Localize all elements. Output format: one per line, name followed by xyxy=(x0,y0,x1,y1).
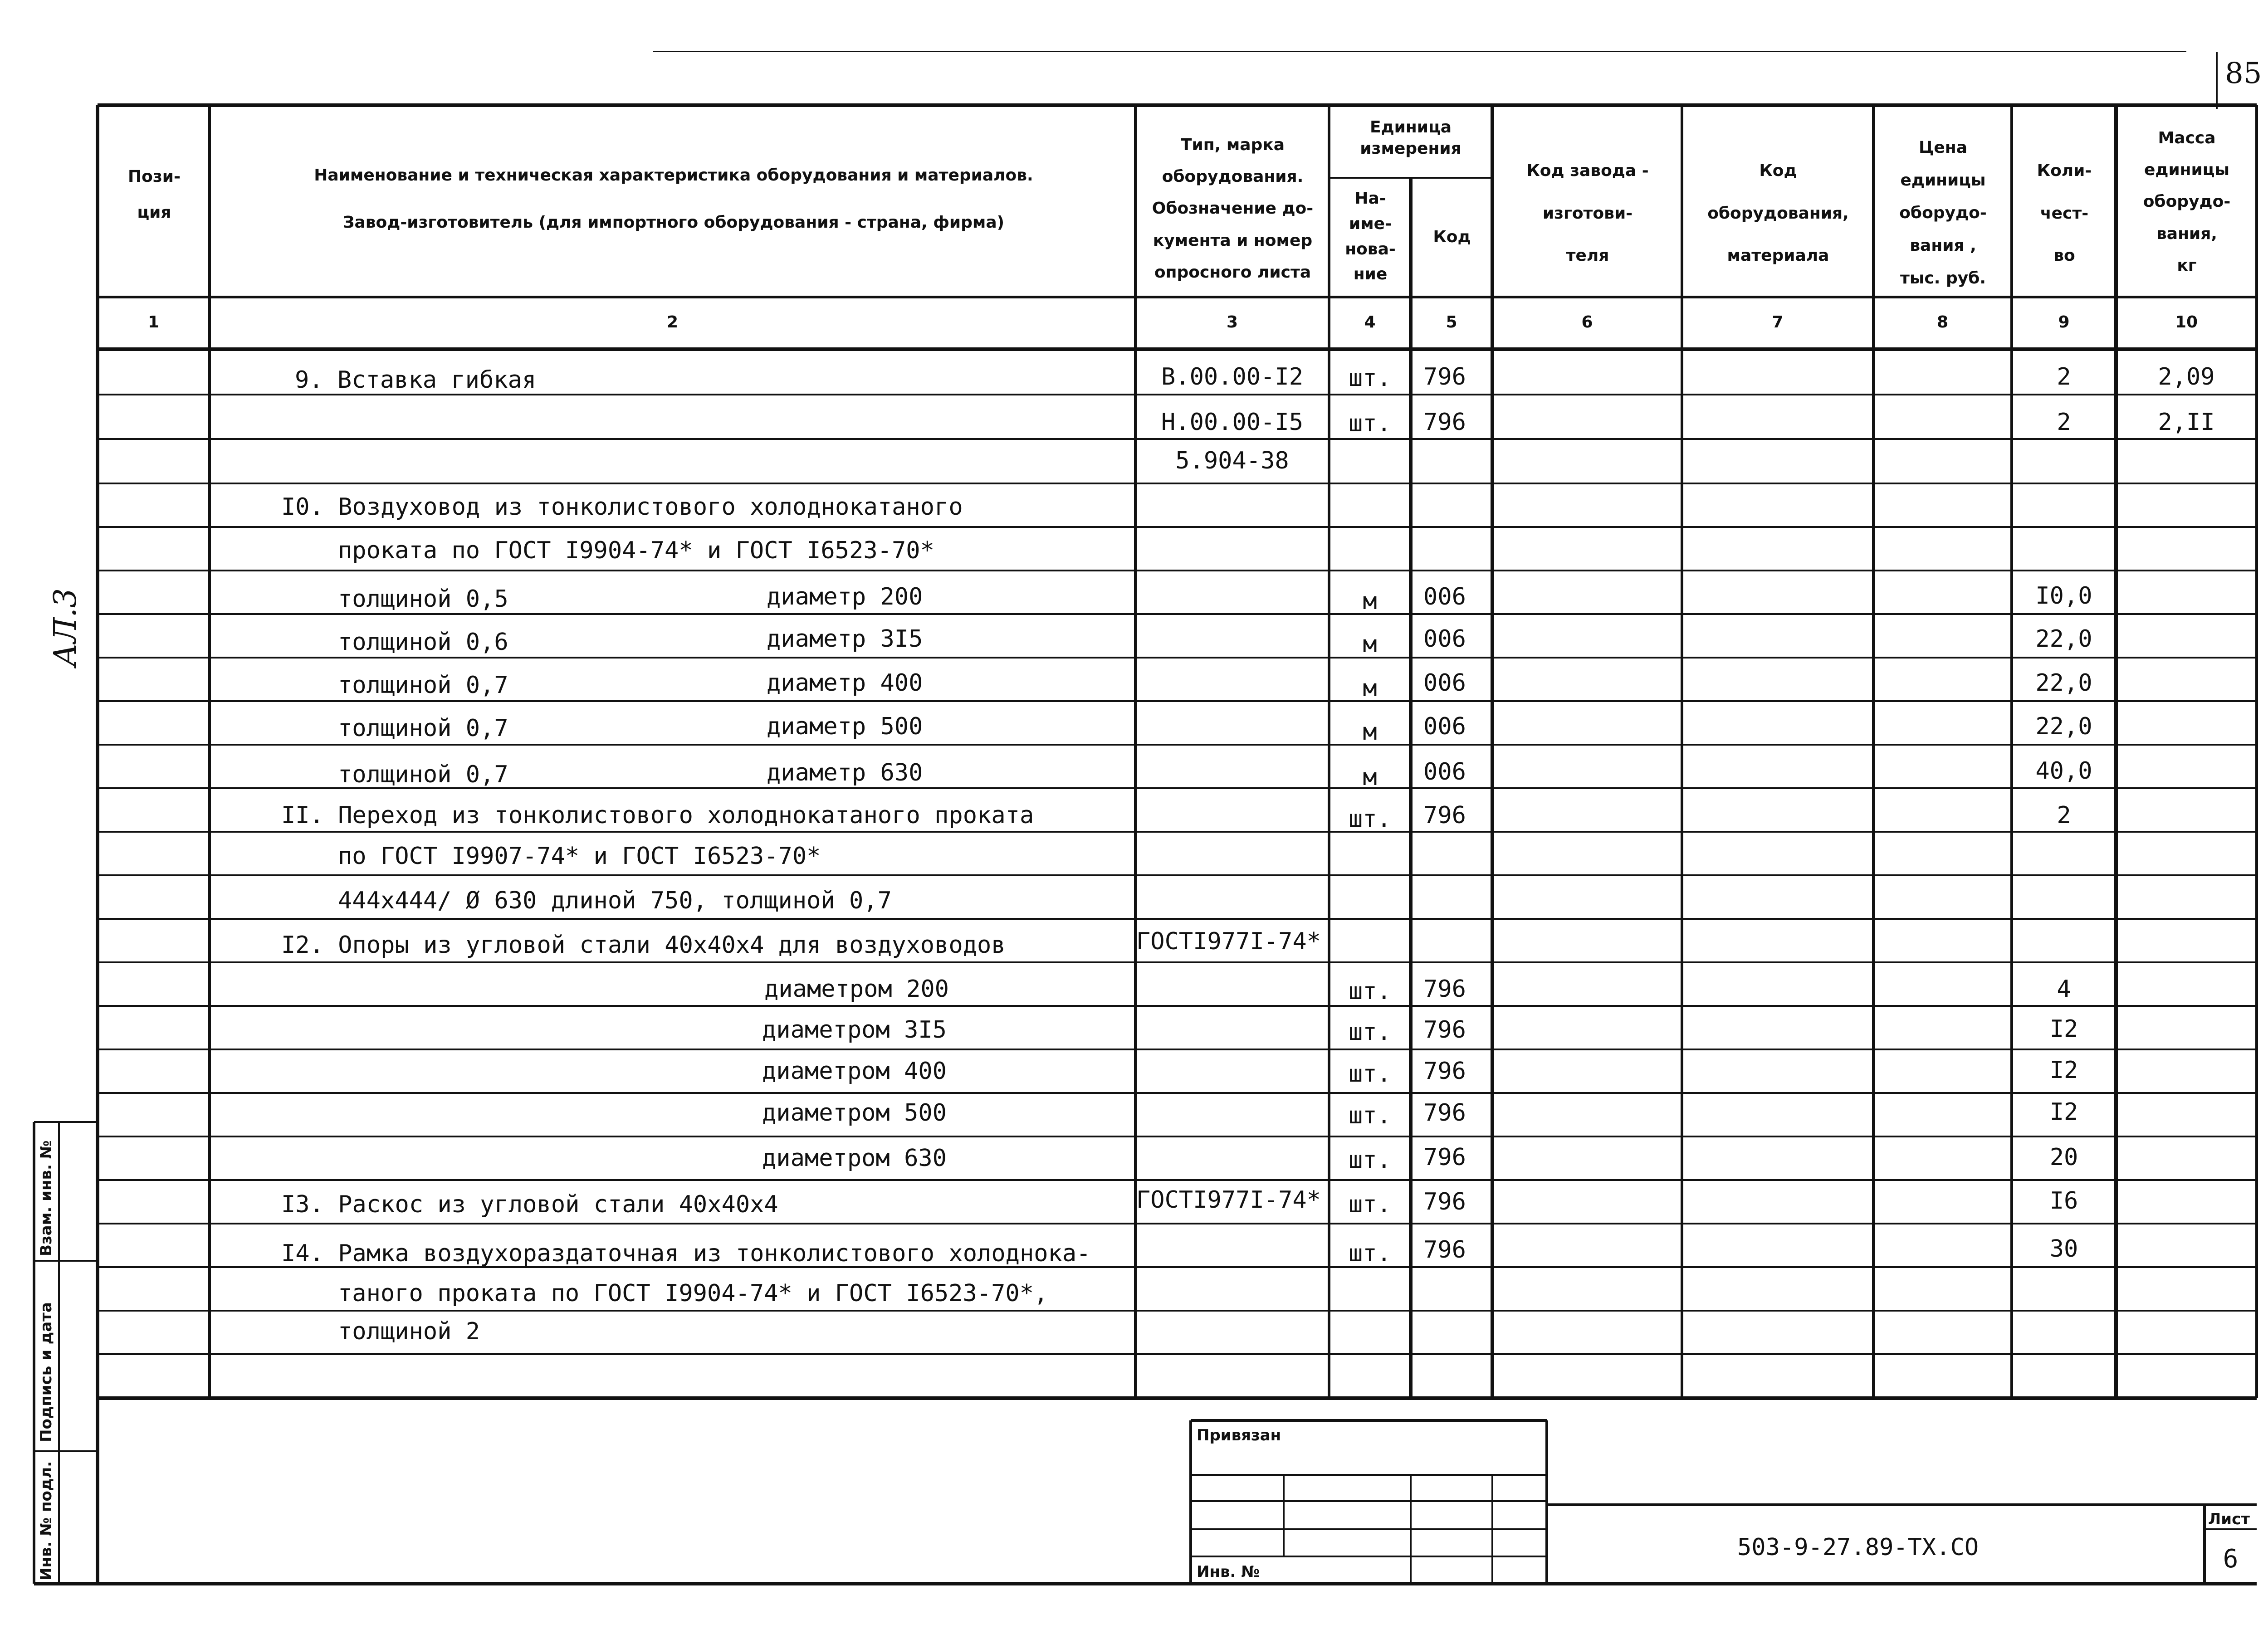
row-unit: м xyxy=(1363,588,1377,615)
row-unit: шт. xyxy=(1349,410,1391,437)
row-unit: м xyxy=(1363,631,1377,658)
row-type: Н.00.00-I5 xyxy=(1161,409,1304,436)
row-name: I3. Раскос из угловой стали 40x40x4 xyxy=(281,1191,778,1218)
row-name: 444x444/ Ø 630 длиной 750, толщиной 0,7 xyxy=(338,887,892,914)
row-name: таного проката по ГОСТ I9904-74* и ГОСТ I6523-70*, xyxy=(338,1280,1048,1307)
colnum-7: 7 xyxy=(1772,313,1784,332)
row-code: 006 xyxy=(1423,625,1466,653)
row-name: II. Переход из тонколистового холоднокатаного проката xyxy=(281,802,1034,829)
row-dia: диаметр 200 xyxy=(767,583,923,610)
row-unit: шт. xyxy=(1349,1102,1391,1129)
row-dia: диаметром 400 xyxy=(762,1058,947,1085)
row-name: проката по ГОСТ I9904-74* и ГОСТ I6523-70* xyxy=(338,537,934,564)
row-qty: I6 xyxy=(2049,1187,2078,1215)
colnum-4: 4 xyxy=(1364,313,1376,332)
header-maker-code: Код завода - изготови- теля xyxy=(1526,161,1649,265)
row-name: толщиной 0,7 xyxy=(338,761,508,788)
row-unit: шт. xyxy=(1349,365,1391,392)
row-dia: диаметр 630 xyxy=(767,759,923,786)
stamp-replaced-inv: Взам. инв. № xyxy=(37,1140,55,1256)
row-qty: 2 xyxy=(2057,363,2071,390)
row-dia: диаметром 630 xyxy=(762,1145,947,1172)
row-qty: I0,0 xyxy=(2035,582,2092,610)
colnum-1: 1 xyxy=(147,313,160,332)
colnum-10: 10 xyxy=(2175,313,2198,332)
row-unit: шт. xyxy=(1349,1146,1391,1174)
row-name: 9. Вставка гибкая xyxy=(295,366,537,394)
row-dia: диаметр 3I5 xyxy=(767,625,923,653)
header-quantity: Коли- чест- во xyxy=(2037,161,2092,265)
inv-label: Инв. № xyxy=(1197,1563,1260,1581)
row-unit: шт. xyxy=(1349,1060,1391,1088)
row-mass: 2,09 xyxy=(2158,363,2215,390)
row-unit: шт. xyxy=(1349,1019,1391,1046)
row-qty: 22,0 xyxy=(2035,669,2092,697)
sheet-number: 6 xyxy=(2223,1544,2239,1574)
row-qty: 2 xyxy=(2057,802,2071,829)
colnum-6: 6 xyxy=(1581,313,1593,332)
header-equipment-code: Код оборудования, материала xyxy=(1707,161,1849,265)
row-unit: шт. xyxy=(1349,1240,1391,1267)
bound-label: Привязан xyxy=(1197,1426,1281,1444)
row-name: толщиной 0,7 xyxy=(338,715,508,742)
row-unit: м xyxy=(1363,675,1377,702)
row-code: 796 xyxy=(1423,1099,1466,1127)
row-code: 796 xyxy=(1423,1236,1466,1263)
row-code: 006 xyxy=(1423,583,1466,610)
row-name: I0. Воздуховод из тонколистового холоднокатаного xyxy=(281,493,963,521)
stamp-signature-date: Подпись и дата xyxy=(37,1302,55,1442)
row-name: толщиной 0,5 xyxy=(338,585,508,613)
row-dia: диаметром 500 xyxy=(762,1099,947,1127)
row-qty: 40,0 xyxy=(2035,757,2092,785)
row-name: I4. Рамка воздухораздаточная из тонколистового холоднока- xyxy=(281,1240,1091,1267)
colnum-9: 9 xyxy=(2058,313,2070,332)
header-type: Тип, марка оборудования. Обозначение до- кумента и номер опросного листа xyxy=(1152,136,1314,282)
header-name: Наименование и техническая характеристика оборудования и материалов. Завод-изготовитель (для импортного оборудования - страна, фирма) xyxy=(314,166,1033,232)
row-code: 796 xyxy=(1423,1144,1466,1171)
row-dia: диаметром 3I5 xyxy=(762,1016,947,1044)
header-unit-name: На- име- нова- ние xyxy=(1345,189,1396,284)
row-mass: 2,II xyxy=(2158,409,2215,436)
row-dia: диаметр 400 xyxy=(767,669,923,697)
colnum-2: 2 xyxy=(666,313,679,332)
row-type: 5.904-38 xyxy=(1175,447,1289,474)
row-qty: I2 xyxy=(2049,1015,2078,1043)
row-qty: 2 xyxy=(2057,409,2071,436)
header-unit: Единица измерения xyxy=(1360,118,1461,158)
stamp-original-inv: Инв. № подл. xyxy=(37,1461,55,1580)
sheet-label: Лист xyxy=(2208,1510,2250,1528)
row-code: 006 xyxy=(1423,713,1466,740)
row-code: 796 xyxy=(1423,802,1466,829)
row-code: 796 xyxy=(1423,1016,1466,1044)
row-unit: шт. xyxy=(1349,805,1391,833)
row-name: толщиной 0,6 xyxy=(338,629,508,656)
row-code: 006 xyxy=(1423,669,1466,697)
row-code: 796 xyxy=(1423,976,1466,1003)
row-unit: шт. xyxy=(1349,1191,1391,1218)
row-code: 796 xyxy=(1423,1188,1466,1215)
header-price: Цена единицы оборудо- вания , тыс. руб. xyxy=(1899,138,1987,288)
row-qty: 20 xyxy=(2049,1144,2078,1171)
header-mass: Масса единицы оборудо- вания, кг xyxy=(2143,129,2231,275)
margin-note: АЛ.3 xyxy=(48,588,83,667)
row-dia: диаметром 200 xyxy=(764,976,949,1003)
row-code: 796 xyxy=(1423,1058,1466,1085)
document-code: 503-9-27.89-ТХ.СО xyxy=(1737,1534,1979,1561)
header-position: Пози- ция xyxy=(128,167,181,222)
row-type: ГОСТI977I-74* xyxy=(1136,928,1321,955)
row-name: толщиной 0,7 xyxy=(338,672,508,699)
row-qty: I2 xyxy=(2049,1057,2078,1084)
row-qty: 4 xyxy=(2057,976,2071,1003)
colnum-8: 8 xyxy=(1936,313,1949,332)
row-qty: 30 xyxy=(2049,1235,2078,1263)
row-name: толщиной 2 xyxy=(338,1318,480,1345)
row-unit: м xyxy=(1363,764,1377,791)
row-dia: диаметр 500 xyxy=(767,713,923,740)
row-type: ГОСТI977I-74* xyxy=(1136,1186,1321,1214)
row-qty: I2 xyxy=(2049,1098,2078,1126)
page-number: 85 xyxy=(2225,57,2262,90)
row-code: 006 xyxy=(1423,758,1466,785)
row-type: В.00.00-I2 xyxy=(1161,363,1304,390)
colnum-5: 5 xyxy=(1446,313,1457,332)
colnum-3: 3 xyxy=(1226,313,1238,332)
row-name: по ГОСТ I9907-74* и ГОСТ I6523-70* xyxy=(338,843,821,870)
row-code: 796 xyxy=(1423,409,1466,436)
row-name: I2. Опоры из угловой стали 40x40x4 для воздуховодов xyxy=(281,932,1006,959)
row-code: 796 xyxy=(1423,363,1466,390)
row-unit: шт. xyxy=(1349,978,1391,1005)
header-unit-code: Код xyxy=(1433,228,1471,246)
row-unit: м xyxy=(1363,718,1377,746)
row-qty: 22,0 xyxy=(2035,713,2092,740)
row-qty: 22,0 xyxy=(2035,625,2092,653)
